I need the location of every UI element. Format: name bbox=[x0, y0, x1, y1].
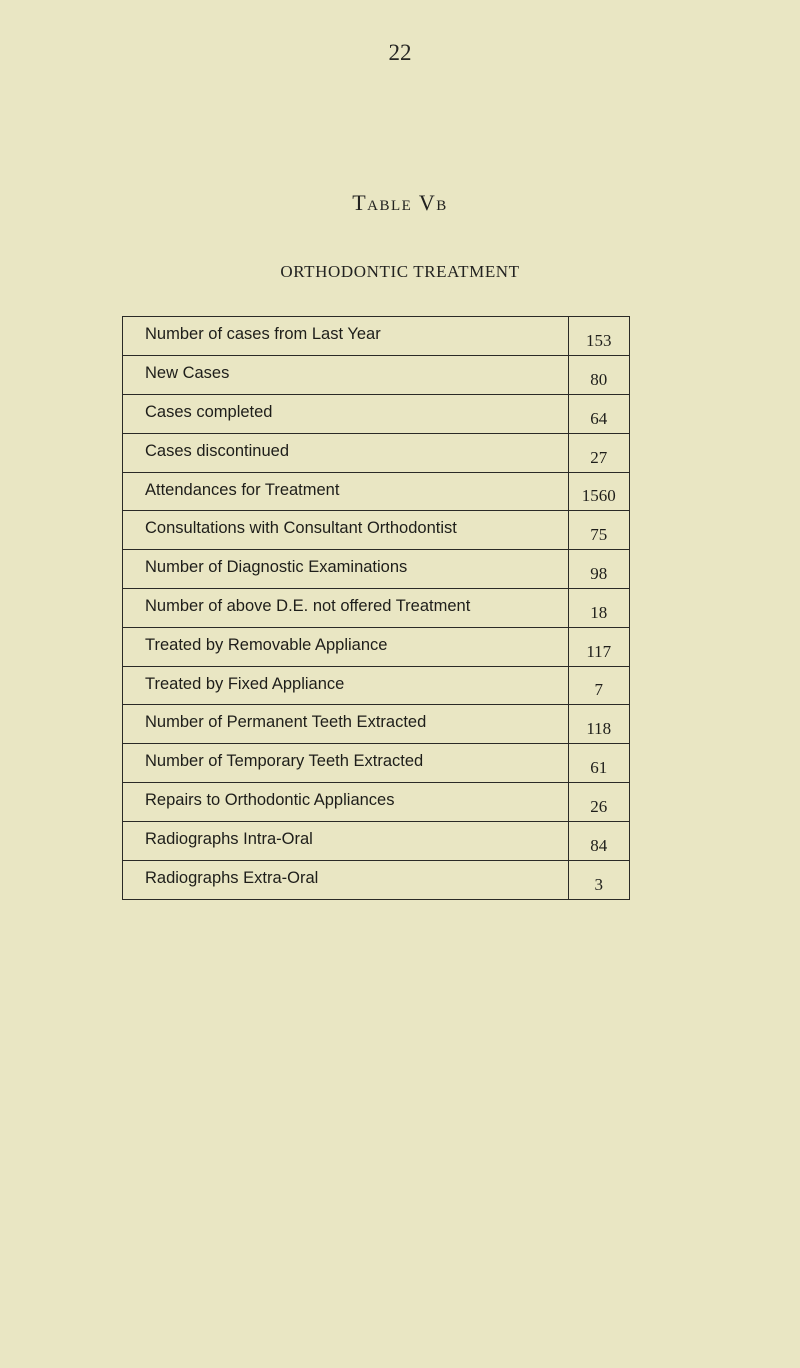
row-value: 117 bbox=[568, 627, 629, 666]
row-label: Number of Temporary Teeth Extracted bbox=[123, 744, 568, 783]
row-label: Treated by Fixed Appliance bbox=[123, 666, 568, 705]
row-label: Number of cases from Last Year bbox=[123, 317, 568, 356]
table-row bbox=[123, 511, 629, 550]
row-label: Attendances for Treatment bbox=[123, 472, 568, 511]
row-value: 61 bbox=[568, 744, 629, 783]
row-value: 80 bbox=[568, 356, 629, 395]
row-label: Treated by Removable Appliance bbox=[123, 627, 568, 666]
row-value: 118 bbox=[568, 705, 629, 744]
row-value: 153 bbox=[568, 317, 629, 356]
table-title: Table Vb bbox=[352, 190, 448, 215]
table-row bbox=[123, 627, 629, 666]
row-value: 26 bbox=[568, 783, 629, 822]
data-table bbox=[123, 317, 629, 899]
table-row bbox=[123, 317, 629, 356]
orthodontic-treatment-table bbox=[122, 316, 630, 900]
table-subtitle: ORTHODONTIC TREATMENT bbox=[280, 262, 520, 281]
row-label: New Cases bbox=[123, 356, 568, 395]
table-row bbox=[123, 705, 629, 744]
table-row bbox=[123, 589, 629, 628]
row-value: 7 bbox=[568, 666, 629, 705]
table-row bbox=[123, 356, 629, 395]
row-label: Consultations with Consultant Orthodontist bbox=[123, 511, 568, 550]
table-row bbox=[123, 666, 629, 705]
row-label: Cases completed bbox=[123, 395, 568, 434]
row-value: 1560 bbox=[568, 472, 629, 511]
table-row bbox=[123, 783, 629, 822]
row-label: Radiographs Intra-Oral bbox=[123, 821, 568, 860]
row-value: 98 bbox=[568, 550, 629, 589]
table-row bbox=[123, 472, 629, 511]
row-value: 84 bbox=[568, 821, 629, 860]
table-row bbox=[123, 433, 629, 472]
page-number: 22 bbox=[388, 40, 412, 65]
row-value: 75 bbox=[568, 511, 629, 550]
row-label: Cases discontinued bbox=[123, 433, 568, 472]
row-label: Repairs to Orthodontic Appliances bbox=[123, 783, 568, 822]
table-row bbox=[123, 395, 629, 434]
row-label: Radiographs Extra-Oral bbox=[123, 860, 568, 899]
row-value: 3 bbox=[594, 874, 603, 894]
row-value: 18 bbox=[568, 589, 629, 628]
row-label: Number of Diagnostic Examinations bbox=[123, 550, 568, 589]
table-row bbox=[123, 744, 629, 783]
table-row bbox=[123, 550, 629, 589]
row-label: Number of Permanent Teeth Extracted bbox=[123, 705, 568, 744]
row-label: Number of above D.E. not offered Treatment bbox=[123, 589, 568, 628]
table-row bbox=[123, 860, 629, 899]
row-value: 64 bbox=[568, 395, 629, 434]
table-row bbox=[123, 821, 629, 860]
row-value: 27 bbox=[568, 433, 629, 472]
